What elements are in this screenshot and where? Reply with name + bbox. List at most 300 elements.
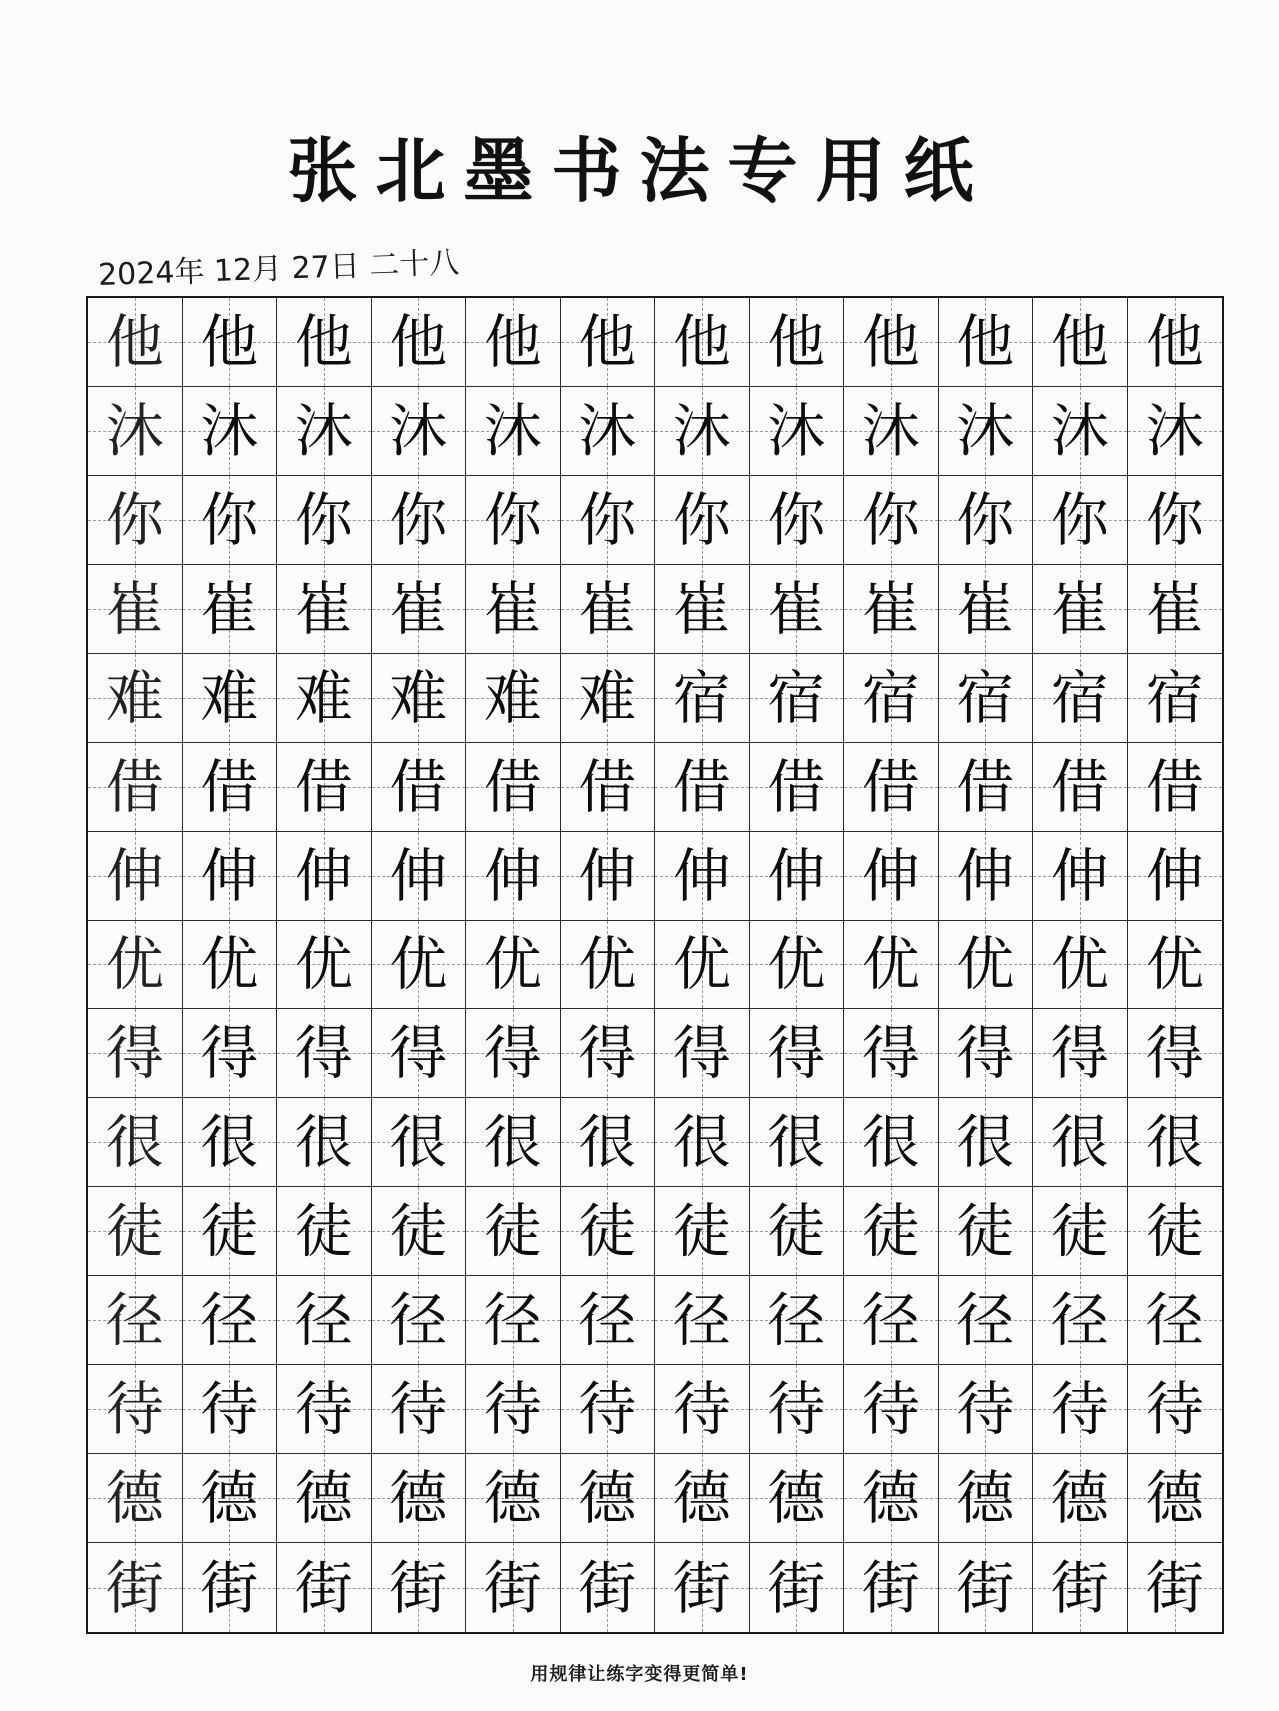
grid-cell [655, 1098, 750, 1187]
grid-cell [88, 654, 183, 743]
grid-cell [655, 743, 750, 832]
practice-character: 借 [672, 752, 731, 821]
grid-cell [466, 387, 561, 476]
practice-character: 待 [861, 1375, 920, 1444]
practice-character: 徒 [578, 1197, 637, 1266]
practice-character: 很 [294, 1108, 353, 1177]
grid-cell [750, 832, 845, 921]
practice-character: 崔 [1145, 574, 1204, 643]
grid-cell [1033, 1454, 1128, 1543]
grid-cell [750, 298, 845, 387]
grid-cell [561, 1365, 656, 1454]
practice-character: 他 [483, 307, 542, 376]
grid-cell [372, 1187, 467, 1276]
practice-character: 伸 [483, 841, 542, 910]
grid-cell [466, 743, 561, 832]
practice-character: 宿 [861, 663, 920, 732]
grid-cell [88, 387, 183, 476]
practice-character: 街 [1050, 1553, 1109, 1622]
grid-cell [844, 1276, 939, 1365]
grid-cell [1128, 654, 1223, 743]
practice-character: 徒 [294, 1197, 353, 1266]
grid-cell [277, 743, 372, 832]
practice-character: 借 [294, 752, 353, 821]
grid-cell [844, 298, 939, 387]
grid-cell [1128, 1365, 1223, 1454]
grid-cell [561, 1543, 656, 1632]
practice-character: 街 [1145, 1553, 1204, 1622]
practice-character: 你 [1145, 485, 1204, 554]
grid-cell [372, 476, 467, 565]
grid-cell [466, 1187, 561, 1276]
practice-character: 他 [767, 307, 826, 376]
practice-character: 待 [578, 1375, 637, 1444]
practice-character: 借 [1050, 752, 1109, 821]
practice-character: 宿 [767, 663, 826, 732]
practice-grid [86, 296, 1224, 1634]
practice-character: 崔 [578, 574, 637, 643]
grid-cell [655, 1009, 750, 1098]
practice-character: 沐 [483, 396, 542, 465]
grid-cell [88, 832, 183, 921]
practice-character: 宿 [956, 663, 1015, 732]
model-character: 街 [105, 1553, 164, 1622]
practice-character: 伸 [767, 841, 826, 910]
grid-cell [939, 1543, 1034, 1632]
practice-character: 伸 [200, 841, 259, 910]
practice-character: 很 [672, 1108, 731, 1177]
grid-cell [1128, 476, 1223, 565]
grid-cell [844, 1365, 939, 1454]
grid-cell [750, 1365, 845, 1454]
grid-cell [466, 654, 561, 743]
practice-character: 伸 [861, 841, 920, 910]
practice-character: 难 [578, 663, 637, 732]
practice-character: 街 [200, 1553, 259, 1622]
grid-cell [844, 476, 939, 565]
grid-cell [1033, 832, 1128, 921]
practice-character: 沐 [956, 396, 1015, 465]
grid-cell [372, 1009, 467, 1098]
practice-character: 伸 [956, 841, 1015, 910]
grid-cell [183, 654, 278, 743]
practice-character: 他 [861, 307, 920, 376]
practice-character: 待 [389, 1375, 448, 1444]
grid-cell [655, 1365, 750, 1454]
practice-character: 徒 [1050, 1197, 1109, 1266]
grid-cell [88, 921, 183, 1010]
grid-cell [750, 1276, 845, 1365]
grid-cell [1128, 1543, 1223, 1632]
grid-cell [844, 832, 939, 921]
model-character: 崔 [105, 574, 164, 643]
grid-cell [939, 743, 1034, 832]
grid-cell [372, 832, 467, 921]
practice-character: 得 [672, 1019, 731, 1088]
grid-cell [1033, 476, 1128, 565]
grid-cell [561, 743, 656, 832]
practice-character: 他 [1145, 307, 1204, 376]
grid-cell [939, 1276, 1034, 1365]
grid-cell [939, 387, 1034, 476]
grid-cell [939, 1365, 1034, 1454]
grid-cell [183, 921, 278, 1010]
grid-cell [1033, 743, 1128, 832]
practice-character: 很 [389, 1108, 448, 1177]
practice-character: 徒 [861, 1197, 920, 1266]
model-character: 徒 [105, 1197, 164, 1266]
grid-cell [939, 298, 1034, 387]
practice-character: 沐 [767, 396, 826, 465]
grid-cell [844, 1454, 939, 1543]
practice-character: 崔 [294, 574, 353, 643]
practice-character: 徒 [200, 1197, 259, 1266]
grid-cell [750, 654, 845, 743]
practice-character: 很 [1145, 1108, 1204, 1177]
practice-character: 德 [672, 1464, 731, 1533]
practice-character: 伸 [294, 841, 353, 910]
practice-character: 沐 [1050, 396, 1109, 465]
grid-cell [655, 921, 750, 1010]
grid-cell [88, 565, 183, 654]
grid-cell [372, 1365, 467, 1454]
grid-cell [372, 298, 467, 387]
practice-character: 借 [861, 752, 920, 821]
grid-cell [655, 298, 750, 387]
practice-character: 他 [672, 307, 731, 376]
grid-cell [655, 565, 750, 654]
grid-cell [939, 921, 1034, 1010]
handwritten-date: 2024年 12月 27日 二十八 [97, 245, 460, 293]
grid-cell [1128, 387, 1223, 476]
practice-character: 街 [672, 1553, 731, 1622]
practice-character: 径 [1050, 1286, 1109, 1355]
practice-character: 借 [578, 752, 637, 821]
practice-character: 得 [1050, 1019, 1109, 1088]
practice-character: 他 [294, 307, 353, 376]
practice-character: 你 [672, 485, 731, 554]
practice-character: 很 [483, 1108, 542, 1177]
model-character: 很 [105, 1108, 164, 1177]
practice-character: 径 [767, 1286, 826, 1355]
practice-character: 伸 [578, 841, 637, 910]
grid-cell [183, 1187, 278, 1276]
grid-cell [844, 654, 939, 743]
practice-character: 难 [200, 663, 259, 732]
model-character: 优 [105, 930, 164, 999]
practice-character: 沐 [672, 396, 731, 465]
grid-cell [750, 921, 845, 1010]
grid-cell [844, 1009, 939, 1098]
grid-cell [88, 1454, 183, 1543]
grid-cell [655, 476, 750, 565]
grid-cell [939, 1187, 1034, 1276]
grid-cell [939, 1098, 1034, 1187]
practice-character: 你 [483, 485, 542, 554]
grid-cell [561, 832, 656, 921]
practice-character: 徒 [1145, 1197, 1204, 1266]
grid-cell [183, 1098, 278, 1187]
grid-cell [277, 921, 372, 1010]
practice-character: 优 [483, 930, 542, 999]
grid-cell [183, 476, 278, 565]
grid-cell [655, 654, 750, 743]
grid-cell [1128, 1009, 1223, 1098]
grid-cell [561, 387, 656, 476]
practice-character: 优 [1145, 930, 1204, 999]
practice-character: 优 [861, 930, 920, 999]
practice-character: 德 [1145, 1464, 1204, 1533]
grid-cell [183, 1276, 278, 1365]
practice-character: 优 [389, 930, 448, 999]
practice-character: 待 [200, 1375, 259, 1444]
practice-character: 径 [672, 1286, 731, 1355]
grid-cell [372, 921, 467, 1010]
practice-character: 崔 [200, 574, 259, 643]
practice-character: 借 [767, 752, 826, 821]
grid-cell [277, 1365, 372, 1454]
model-character: 难 [105, 663, 164, 732]
practice-character: 得 [956, 1019, 1015, 1088]
grid-cell [88, 1276, 183, 1365]
grid-cell [750, 1009, 845, 1098]
model-character: 德 [105, 1464, 164, 1533]
practice-character: 借 [389, 752, 448, 821]
grid-cell [1033, 565, 1128, 654]
practice-character: 待 [1145, 1375, 1204, 1444]
practice-character: 德 [578, 1464, 637, 1533]
practice-character: 很 [861, 1108, 920, 1177]
practice-character: 待 [294, 1375, 353, 1444]
grid-cell [844, 387, 939, 476]
grid-cell [466, 1276, 561, 1365]
grid-cell [466, 1098, 561, 1187]
practice-character: 街 [483, 1553, 542, 1622]
practice-character: 崔 [483, 574, 542, 643]
grid-cell [939, 1009, 1034, 1098]
grid-cell [372, 1454, 467, 1543]
grid-cell [372, 1098, 467, 1187]
grid-cell [655, 832, 750, 921]
grid-cell [277, 1276, 372, 1365]
grid-cell [750, 1543, 845, 1632]
practice-character: 得 [1145, 1019, 1204, 1088]
practice-character: 沐 [200, 396, 259, 465]
practice-character: 优 [200, 930, 259, 999]
practice-character: 很 [1050, 1108, 1109, 1177]
grid-cell [466, 921, 561, 1010]
practice-character: 徒 [767, 1197, 826, 1266]
grid-cell [1033, 1187, 1128, 1276]
grid-cell [277, 298, 372, 387]
grid-cell [1033, 1543, 1128, 1632]
grid-cell [372, 743, 467, 832]
practice-character: 得 [578, 1019, 637, 1088]
practice-character: 待 [956, 1375, 1015, 1444]
grid-cell [561, 1454, 656, 1543]
grid-cell [561, 1187, 656, 1276]
practice-character: 宿 [1145, 663, 1204, 732]
practice-character: 待 [767, 1375, 826, 1444]
grid-cell [372, 1543, 467, 1632]
grid-cell [466, 1365, 561, 1454]
practice-character: 崔 [956, 574, 1015, 643]
grid-cell [183, 1365, 278, 1454]
model-character: 他 [105, 307, 164, 376]
practice-character: 德 [956, 1464, 1015, 1533]
grid-cell [466, 1543, 561, 1632]
model-character: 得 [105, 1019, 164, 1088]
grid-cell [277, 476, 372, 565]
grid-cell [1128, 832, 1223, 921]
grid-cell [1128, 743, 1223, 832]
practice-character: 街 [294, 1553, 353, 1622]
grid-cell [1128, 298, 1223, 387]
practice-character: 优 [767, 930, 826, 999]
practice-character: 沐 [294, 396, 353, 465]
grid-cell [183, 743, 278, 832]
grid-cell [844, 1098, 939, 1187]
practice-character: 径 [1145, 1286, 1204, 1355]
grid-cell [655, 1543, 750, 1632]
grid-cell [88, 476, 183, 565]
practice-character: 你 [389, 485, 448, 554]
practice-character: 宿 [672, 663, 731, 732]
model-character: 借 [105, 752, 164, 821]
practice-character: 街 [956, 1553, 1015, 1622]
practice-character: 崔 [1050, 574, 1109, 643]
practice-character: 很 [767, 1108, 826, 1177]
grid-cell [1033, 1098, 1128, 1187]
practice-character: 沐 [578, 396, 637, 465]
grid-cell [88, 298, 183, 387]
grid-cell [183, 1454, 278, 1543]
grid-cell [88, 1187, 183, 1276]
grid-cell [561, 298, 656, 387]
practice-character: 优 [956, 930, 1015, 999]
practice-character: 沐 [389, 396, 448, 465]
grid-cell [844, 1187, 939, 1276]
practice-character: 径 [200, 1286, 259, 1355]
grid-cell [750, 565, 845, 654]
practice-character: 很 [956, 1108, 1015, 1177]
practice-character: 崔 [389, 574, 448, 643]
grid-cell [561, 565, 656, 654]
page-title: 张北墨书法专用纸 [287, 130, 992, 212]
grid-cell [750, 387, 845, 476]
practice-character: 径 [861, 1286, 920, 1355]
grid-cell [655, 387, 750, 476]
grid-cell [655, 1454, 750, 1543]
grid-cell [372, 1276, 467, 1365]
grid-cell [561, 476, 656, 565]
grid-cell [1033, 387, 1128, 476]
practice-character: 街 [578, 1553, 637, 1622]
grid-cell [844, 565, 939, 654]
practice-character: 德 [1050, 1464, 1109, 1533]
practice-character: 径 [956, 1286, 1015, 1355]
practice-character: 你 [294, 485, 353, 554]
practice-character: 伸 [389, 841, 448, 910]
practice-character: 得 [483, 1019, 542, 1088]
practice-character: 街 [767, 1553, 826, 1622]
grid-cell [1033, 298, 1128, 387]
practice-character: 得 [767, 1019, 826, 1088]
practice-character: 你 [200, 485, 259, 554]
grid-cell [561, 921, 656, 1010]
practice-character: 得 [861, 1019, 920, 1088]
practice-character: 宿 [1050, 663, 1109, 732]
practice-character: 得 [294, 1019, 353, 1088]
grid-cell [372, 654, 467, 743]
grid-cell [1128, 1276, 1223, 1365]
grid-cell [277, 387, 372, 476]
grid-cell [372, 387, 467, 476]
practice-character: 伸 [672, 841, 731, 910]
practice-character: 待 [1050, 1375, 1109, 1444]
grid-cell [466, 565, 561, 654]
practice-character: 很 [200, 1108, 259, 1177]
grid-cell [939, 654, 1034, 743]
grid-cell [844, 743, 939, 832]
practice-character: 德 [861, 1464, 920, 1533]
practice-character: 崔 [861, 574, 920, 643]
grid-cell [750, 1187, 845, 1276]
practice-character: 德 [483, 1464, 542, 1533]
footer-slogan: 用规律让练字变得更简单! [530, 1664, 749, 1685]
grid-cell [844, 921, 939, 1010]
practice-character: 徒 [956, 1197, 1015, 1266]
practice-character: 他 [200, 307, 259, 376]
practice-character: 德 [200, 1464, 259, 1533]
grid-cell [277, 1543, 372, 1632]
grid-cell [466, 832, 561, 921]
grid-cell [655, 1187, 750, 1276]
model-character: 径 [105, 1286, 164, 1355]
grid-cell [1033, 654, 1128, 743]
practice-character: 得 [389, 1019, 448, 1088]
practice-character: 沐 [861, 396, 920, 465]
practice-character: 徒 [389, 1197, 448, 1266]
practice-character: 借 [956, 752, 1015, 821]
grid-cell [1033, 1365, 1128, 1454]
practice-character: 崔 [767, 574, 826, 643]
practice-character: 德 [767, 1464, 826, 1533]
grid-cell [88, 1009, 183, 1098]
grid-cell [372, 565, 467, 654]
practice-character: 优 [294, 930, 353, 999]
practice-character: 伸 [1145, 841, 1204, 910]
practice-character: 徒 [672, 1197, 731, 1266]
practice-character: 徒 [483, 1197, 542, 1266]
practice-character: 他 [389, 307, 448, 376]
grid-cell [88, 1543, 183, 1632]
grid-cell [466, 1454, 561, 1543]
practice-character: 难 [294, 663, 353, 732]
grid-cell [183, 1009, 278, 1098]
grid-cell [277, 654, 372, 743]
grid-cell [561, 654, 656, 743]
grid-cell [561, 1009, 656, 1098]
practice-character: 借 [1145, 752, 1204, 821]
grid-cell [183, 298, 278, 387]
practice-character: 径 [294, 1286, 353, 1355]
grid-cell [939, 476, 1034, 565]
grid-cell [750, 476, 845, 565]
grid-cell [561, 1098, 656, 1187]
grid-cell [466, 1009, 561, 1098]
grid-cell [277, 832, 372, 921]
